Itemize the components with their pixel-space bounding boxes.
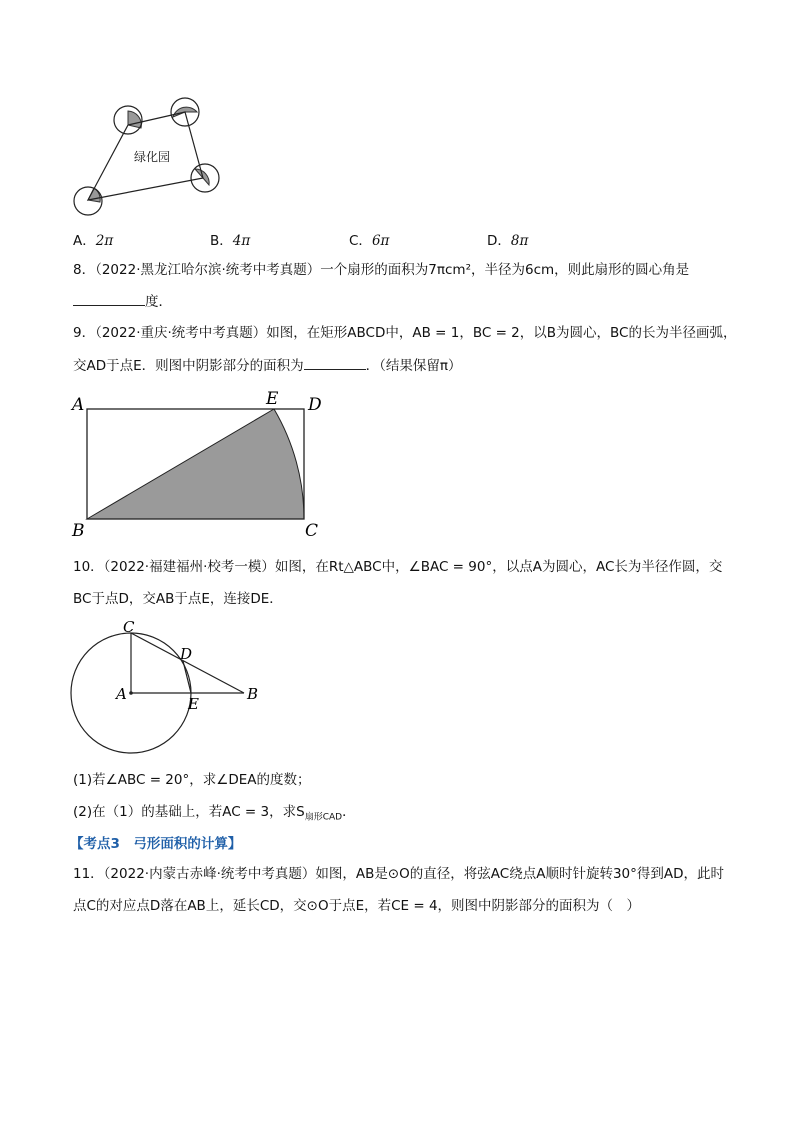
q9-line1: 9．（2022·重庆·统考中考真题）如图，在矩形ABCD中，AB = 1，BC = 2，以B为圆心，BC的长为半径画弧，: [73, 325, 737, 341]
point-c-label: C: [305, 521, 319, 540]
point-e-label: E: [266, 390, 279, 409]
q8-suffix: 度．: [145, 294, 172, 310]
q10-sub2-prefix: (2)在（1）的基础上，若AC = 3，求S: [73, 804, 305, 820]
rectangle-figure: [66, 390, 336, 540]
q10-line1: 10．（2022·福建福州·校考一模）如图，在Rt△ABC中，∠BAC = 90°，以点A为圆心，AC长为半径作圆，交: [73, 559, 723, 575]
q9-prefix: 交AD于点E．则图中阴影部分的面积为: [73, 358, 304, 374]
option-a-key: A．: [73, 233, 96, 249]
point-a-label: A: [72, 395, 85, 415]
option-a[interactable]: [73, 229, 113, 249]
q10-line2: BC于点D，交AB于点E，连接DE．: [73, 591, 283, 607]
shaded-sector-1: [128, 111, 141, 128]
option-d-key: D．: [487, 233, 511, 249]
fig10-c-label: C: [123, 618, 135, 636]
q9-suffix: ．（结果保留π）: [365, 358, 462, 374]
q8-line1: 8．（2022·黑龙江哈尔滨·统考中考真题）一个扇形的面积为7πcm²，半径为6cm，则此扇形的圆心角是: [73, 262, 690, 278]
q9-answer-blank[interactable]: [304, 355, 366, 370]
q11-line2: 点C的对应点D落在AB上，延长CD，交⊙O于点E，若CE = 4，则图中阴影部分的面积为（ ）: [73, 898, 641, 914]
q10-sub1: (1)若∠ABC = 20°，求∠DEA的度数；: [73, 772, 311, 788]
option-d-value: 8π: [510, 233, 529, 249]
q8-answer-blank[interactable]: [73, 291, 145, 306]
q8-line2: [73, 291, 172, 312]
fig10-b-label: B: [247, 685, 259, 703]
fig10-e-label: E: [188, 695, 199, 713]
option-b-value: 4π: [232, 233, 251, 249]
option-c-value: 6π: [371, 233, 390, 249]
q9-line2: [73, 355, 462, 376]
segment-de: [183, 661, 191, 693]
option-d[interactable]: [487, 229, 528, 249]
shaded-sector-3: [195, 169, 209, 185]
option-c-key: C．: [349, 233, 372, 249]
option-a-value: 2π: [95, 233, 114, 249]
segment-cb: [131, 633, 244, 693]
fig10-d-label: D: [180, 645, 193, 663]
option-b[interactable]: [210, 229, 250, 249]
option-c[interactable]: [349, 229, 389, 249]
q10-sub2-suffix: ．: [342, 804, 356, 820]
point-b-label: B: [72, 521, 85, 540]
shaded-region: [87, 409, 304, 519]
circle-triangle-figure: [66, 615, 276, 760]
point-d-label: D: [308, 395, 322, 415]
section-heading: 【考点3 弓形面积的计算】: [70, 836, 242, 852]
center-point: [129, 691, 133, 695]
q11-line1: 11．（2022·内蒙古赤峰·统考中考真题）如图，AB是⊙O的直径，将弦AC绕点A顺时针旋转30°得到AD，此时: [73, 866, 725, 882]
q10-sub2: [73, 802, 356, 828]
garden-label: 绿化园: [134, 150, 171, 164]
fig10-a-label: A: [116, 685, 127, 703]
q10-sub2-subscript: 扇形CAD: [304, 812, 343, 823]
option-b-key: B．: [210, 233, 233, 249]
